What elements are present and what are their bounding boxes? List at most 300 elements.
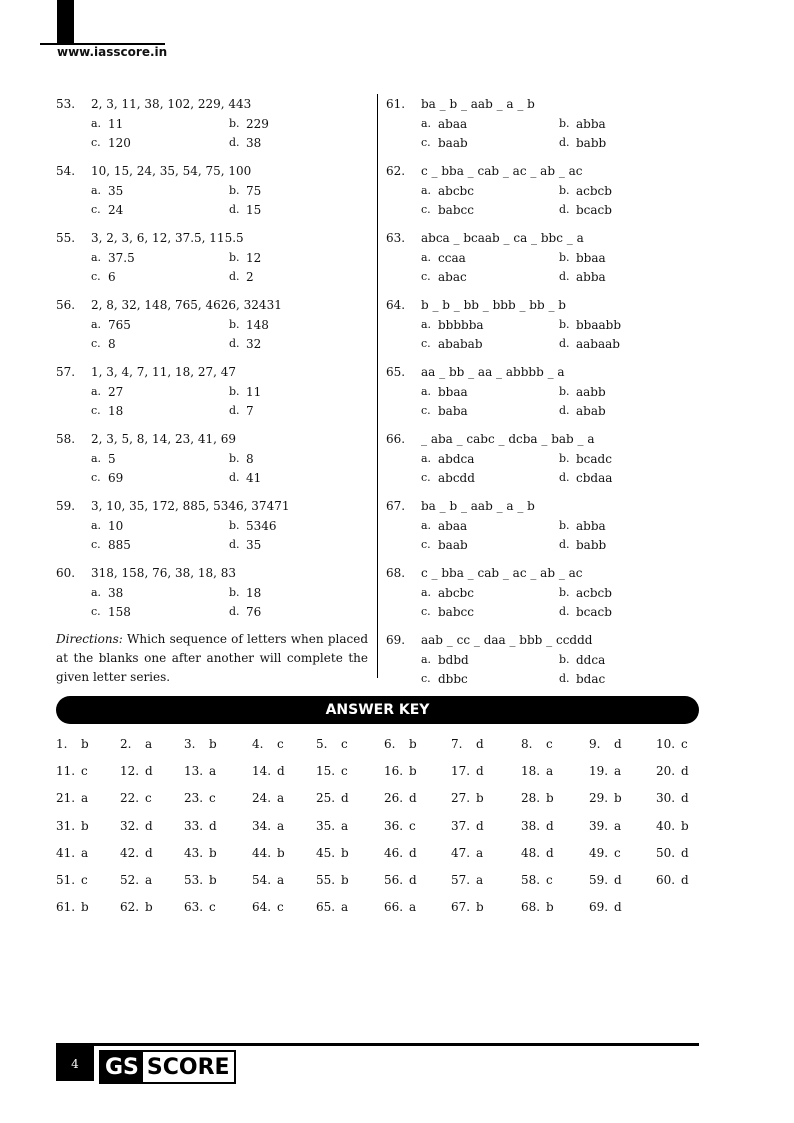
answer-key-answer: d [409, 872, 417, 887]
right-question-list [386, 94, 676, 688]
answer-key-answer: d [145, 764, 153, 779]
option-letter: d. [559, 403, 570, 417]
answer-option [421, 337, 559, 351]
answer-key-answer: d [681, 845, 689, 860]
answer-key-answer: b [81, 818, 89, 833]
option-text: aabaab [576, 336, 620, 351]
question-options [56, 315, 368, 353]
answer-key-entry [451, 900, 484, 914]
option-text: 32 [246, 336, 262, 351]
question-options [386, 248, 676, 286]
question-number: 66. [386, 432, 406, 446]
gs-score-logo [99, 1050, 236, 1084]
option-row [421, 315, 676, 334]
answer-option [91, 270, 229, 284]
answer-key-entry [184, 846, 217, 860]
answer-key-number: 4. [252, 737, 264, 751]
question-line [56, 429, 368, 449]
answer-option [229, 471, 367, 485]
question-number: 55. [56, 231, 76, 245]
option-text: 38 [108, 585, 124, 600]
option-text: 7 [246, 403, 254, 418]
answer-key-number: 47. [451, 845, 471, 860]
option-row [91, 200, 368, 219]
option-text: ddca [576, 652, 606, 667]
answer-option [91, 538, 229, 552]
option-letter: a. [421, 652, 432, 666]
question-number: 61. [386, 97, 406, 111]
answer-key-answer: d [476, 818, 484, 833]
answer-option [421, 270, 559, 284]
option-letter: d. [559, 671, 570, 685]
answer-key-number: 6. [384, 737, 396, 751]
question-number: 64. [386, 298, 406, 312]
question-text: aab _ cc _ daa _ bbb _ ccddd [421, 633, 593, 647]
option-text: bbaabb [576, 317, 622, 332]
answer-option [421, 471, 559, 485]
option-letter: b. [229, 116, 240, 130]
answer-key-entry [184, 900, 216, 914]
answer-key-entry [316, 737, 348, 751]
option-letter: c. [91, 202, 101, 216]
answer-key-number: 22. [120, 791, 140, 806]
answer-key-answer: b [546, 900, 554, 915]
answer-key-entry [589, 846, 621, 860]
option-row [421, 200, 676, 219]
answer-key-number: 68. [521, 900, 541, 915]
option-text: 11 [108, 116, 124, 131]
answer-option [559, 519, 697, 533]
answer-key-number: 54. [252, 872, 272, 887]
option-text: 69 [108, 470, 124, 485]
answer-option [421, 605, 559, 619]
answer-key-grid [56, 737, 706, 927]
option-text: baab [438, 537, 468, 552]
answer-key-answer: d [476, 764, 484, 779]
question-line [386, 630, 676, 650]
option-letter: a. [421, 451, 432, 465]
option-text: 5 [108, 451, 116, 466]
option-text: 27 [108, 384, 124, 399]
question-options [386, 181, 676, 219]
option-text: bcacb [576, 604, 612, 619]
option-row [421, 669, 676, 688]
option-text: 5346 [246, 518, 277, 533]
option-row [421, 516, 676, 535]
answer-option [91, 605, 229, 619]
header-bar [57, 0, 74, 44]
answer-option [559, 653, 697, 667]
question-line [56, 362, 368, 382]
answer-key-number: 39. [589, 818, 609, 833]
answer-option [559, 203, 697, 217]
answer-key-entry [120, 846, 153, 860]
option-text: 6 [108, 269, 116, 284]
question-line [56, 94, 368, 114]
answer-option [559, 136, 697, 150]
option-letter: d. [559, 537, 570, 551]
answer-key-number: 64. [252, 900, 272, 915]
answer-key-number: 2. [120, 737, 132, 751]
answer-key-number: 41. [56, 845, 76, 860]
option-letter: a. [421, 384, 432, 398]
answer-option [421, 672, 559, 686]
answer-key-answer: c [277, 737, 284, 751]
option-row [91, 602, 368, 621]
answer-option [421, 136, 559, 150]
option-letter: a. [91, 451, 102, 465]
answer-key-entry [521, 791, 554, 805]
question-line [386, 362, 676, 382]
option-text: bbbbba [438, 317, 484, 332]
answer-key-answer: a [341, 900, 349, 915]
answer-key-number: 31. [56, 818, 76, 833]
answer-option [559, 538, 697, 552]
question-item [386, 630, 676, 688]
answer-key-row [56, 737, 706, 764]
question-number: 62. [386, 164, 406, 178]
answer-key-number: 36. [384, 818, 404, 833]
option-row [91, 535, 368, 554]
option-row [421, 468, 676, 487]
answer-key-answer: d [681, 791, 689, 806]
answer-key-answer: d [341, 791, 349, 806]
question-line [56, 228, 368, 248]
answer-key-entry [184, 737, 217, 751]
option-letter: d. [559, 135, 570, 149]
option-row [91, 583, 368, 602]
answer-key-answer: a [614, 764, 622, 779]
answer-key-answer: c [209, 900, 216, 915]
answer-key-number: 23. [184, 791, 204, 806]
answer-key-entry [384, 900, 416, 914]
question-item [386, 161, 676, 219]
option-row [91, 382, 368, 401]
question-line [56, 496, 368, 516]
option-text: 35 [246, 537, 262, 552]
option-row [91, 181, 368, 200]
question-options [56, 114, 368, 152]
answer-key-answer: b [277, 845, 285, 860]
question-item [56, 295, 368, 353]
answer-option [229, 538, 367, 552]
answer-key-number: 69. [589, 900, 609, 915]
answer-key-number: 38. [521, 818, 541, 833]
option-text: 18 [246, 585, 262, 600]
question-text: 2, 3, 5, 8, 14, 23, 41, 69 [91, 432, 237, 446]
answer-key-answer: d [409, 845, 417, 860]
option-letter: c. [91, 403, 101, 417]
option-row [421, 248, 676, 267]
option-letter: b. [559, 652, 570, 666]
answer-key-answer: c [546, 872, 553, 887]
question-item [386, 563, 676, 621]
option-row [91, 248, 368, 267]
answer-option [229, 270, 367, 284]
answer-key-entry [184, 819, 217, 833]
question-options [56, 583, 368, 621]
answer-option [229, 337, 367, 351]
option-text: 885 [108, 537, 131, 552]
answer-key-answer: d [145, 818, 153, 833]
answer-key-answer: a [341, 818, 349, 833]
option-letter: c. [91, 336, 101, 350]
option-letter: d. [229, 269, 240, 283]
question-text: b _ b _ bb _ bbb _ bb _ b [421, 298, 566, 312]
question-text: 318, 158, 76, 38, 18, 83 [91, 566, 237, 580]
option-text: abba [576, 116, 606, 131]
answer-key-number: 43. [184, 845, 204, 860]
answer-key-answer: c [209, 791, 216, 806]
answer-key-answer: c [341, 737, 348, 751]
answer-key-number: 46. [384, 845, 404, 860]
option-text: abba [576, 269, 606, 284]
answer-key-number: 33. [184, 818, 204, 833]
answer-key-answer: b [209, 872, 217, 887]
question-line [56, 295, 368, 315]
answer-key-number: 49. [589, 845, 609, 860]
option-letter: b. [559, 384, 570, 398]
answer-key-answer: d [614, 872, 622, 887]
answer-key-answer: a [81, 845, 89, 860]
option-letter: d. [559, 604, 570, 618]
answer-key-number: 30. [656, 791, 676, 806]
question-item [56, 228, 368, 286]
answer-key-number: 62. [120, 900, 140, 915]
option-letter: b. [229, 518, 240, 532]
question-options [386, 315, 676, 353]
answer-key-entry [120, 764, 153, 778]
option-row [421, 449, 676, 468]
option-letter: a. [91, 317, 102, 331]
answer-option [421, 385, 559, 399]
answer-key-row [56, 764, 706, 791]
option-text: abaa [438, 116, 468, 131]
left-question-list [56, 94, 368, 621]
answer-option [421, 117, 559, 131]
answer-option [229, 251, 367, 265]
option-text: bbaa [576, 250, 606, 265]
answer-key-entry [56, 819, 89, 833]
option-row [91, 133, 368, 152]
option-letter: a. [421, 183, 432, 197]
question-item [386, 496, 676, 554]
answer-key-answer: d [277, 764, 285, 779]
option-text: abcbc [438, 585, 474, 600]
answer-key-entry [252, 819, 284, 833]
answer-option [229, 586, 367, 600]
question-item [56, 429, 368, 487]
option-row [91, 401, 368, 420]
option-letter: b. [229, 250, 240, 264]
option-text: 38 [246, 135, 262, 150]
answer-option [559, 318, 697, 332]
answer-option [559, 117, 697, 131]
answer-key-answer: b [341, 845, 349, 860]
option-row [421, 583, 676, 602]
question-options [386, 449, 676, 487]
answer-key-number: 13. [184, 764, 204, 779]
answer-key-answer: b [614, 791, 622, 806]
answer-key-entry [252, 791, 284, 805]
answer-key-answer: b [209, 737, 217, 751]
answer-key-answer: d [546, 845, 554, 860]
answer-option [421, 203, 559, 217]
option-row [91, 449, 368, 468]
answer-key-answer: c [145, 791, 152, 806]
question-item [386, 228, 676, 286]
option-letter: b. [229, 183, 240, 197]
answer-key-answer: b [81, 900, 89, 915]
answer-key-row [56, 873, 706, 900]
option-text: 8 [246, 451, 254, 466]
answer-key-entry [384, 819, 416, 833]
option-letter: b. [559, 518, 570, 532]
option-text: abdca [438, 451, 475, 466]
answer-key-number: 66. [384, 900, 404, 915]
option-text: abcbc [438, 183, 474, 198]
question-item [56, 161, 368, 219]
answer-option [91, 471, 229, 485]
option-letter: a. [91, 384, 102, 398]
question-number: 63. [386, 231, 406, 245]
answer-key-entry [589, 764, 621, 778]
question-line [386, 563, 676, 583]
question-text: aa _ bb _ aa _ abbbb _ a [421, 365, 565, 379]
option-text: 2 [246, 269, 254, 284]
answer-option [421, 184, 559, 198]
answer-key-number: 34. [252, 818, 272, 833]
answer-option [229, 519, 367, 533]
answer-key-answer: d [409, 791, 417, 806]
answer-key-number: 42. [120, 845, 140, 860]
answer-key-answer: a [409, 900, 417, 915]
answer-key-answer: d [681, 872, 689, 887]
answer-option [91, 519, 229, 533]
answer-option [559, 270, 697, 284]
option-text: 12 [246, 250, 262, 265]
answer-key-number: 27. [451, 791, 471, 806]
question-line [56, 161, 368, 181]
question-options [386, 382, 676, 420]
question-number: 58. [56, 432, 76, 446]
answer-key-answer: c [614, 845, 621, 860]
question-text: _ aba _ cabc _ dcba _ bab _ a [421, 432, 595, 446]
answer-key-answer: a [277, 818, 285, 833]
question-number: 56. [56, 298, 76, 312]
option-text: 76 [246, 604, 262, 619]
option-text: abaa [438, 518, 468, 533]
answer-key-number: 59. [589, 872, 609, 887]
answer-key-entry [451, 737, 484, 751]
option-letter: d. [229, 604, 240, 618]
option-text: babcc [438, 604, 474, 619]
answer-option [559, 452, 697, 466]
answer-key-entry [451, 873, 483, 887]
option-text: ccaa [438, 250, 466, 265]
answer-key-answer: d [681, 764, 689, 779]
answer-key-entry [184, 873, 217, 887]
option-letter: b. [559, 116, 570, 130]
answer-key-number: 24. [252, 791, 272, 806]
question-line [56, 563, 368, 583]
answer-key-entry [252, 873, 284, 887]
answer-key-answer: a [145, 737, 153, 751]
answer-key-number: 51. [56, 872, 76, 887]
answer-option [559, 184, 697, 198]
answer-key-entry [521, 819, 554, 833]
answer-key-answer: b [476, 900, 484, 915]
answer-key-number: 57. [451, 872, 471, 887]
answer-key-number: 67. [451, 900, 471, 915]
answer-key-row [56, 819, 706, 846]
option-text: 158 [108, 604, 131, 619]
answer-key-answer: b [476, 791, 484, 806]
answer-option [559, 586, 697, 600]
option-letter: a. [91, 116, 102, 130]
option-text: 35 [108, 183, 124, 198]
answer-key-row [56, 900, 706, 927]
option-text: 37.5 [108, 250, 135, 265]
option-row [91, 114, 368, 133]
answer-key-entry [56, 873, 88, 887]
option-letter: a. [91, 183, 102, 197]
question-number: 60. [56, 566, 76, 580]
answer-key-number: 58. [521, 872, 541, 887]
answer-key-number: 65. [316, 900, 336, 915]
question-text: 10, 15, 24, 35, 54, 75, 100 [91, 164, 252, 178]
question-options [56, 382, 368, 420]
answer-option [229, 404, 367, 418]
answer-key-number: 17. [451, 764, 471, 779]
answer-key-entry [384, 846, 417, 860]
answer-key-number: 45. [316, 845, 336, 860]
option-text: 18 [108, 403, 124, 418]
option-text: babcc [438, 202, 474, 217]
answer-key-number: 25. [316, 791, 336, 806]
answer-key-entry [316, 846, 349, 860]
option-text: ababab [438, 336, 483, 351]
answer-key-number: 37. [451, 818, 471, 833]
question-item [386, 362, 676, 420]
question-text: 3, 2, 3, 6, 12, 37.5, 115.5 [91, 231, 244, 245]
option-text: baba [438, 403, 468, 418]
option-letter: d. [229, 403, 240, 417]
option-text: dbbc [438, 671, 468, 686]
answer-option [229, 318, 367, 332]
option-letter: d. [559, 336, 570, 350]
answer-key-number: 9. [589, 737, 601, 751]
option-row [421, 650, 676, 669]
answer-option [421, 251, 559, 265]
option-letter: c. [421, 269, 431, 283]
answer-key-number: 48. [521, 845, 541, 860]
answer-key-number: 61. [56, 900, 76, 915]
page-number: 4 [56, 1046, 94, 1081]
answer-key-number: 18. [521, 764, 541, 779]
option-row [91, 468, 368, 487]
option-letter: c. [91, 470, 101, 484]
option-text: 229 [246, 116, 269, 131]
option-text: bcadc [576, 451, 612, 466]
answer-key-number: 26. [384, 791, 404, 806]
answer-key-entry [521, 846, 554, 860]
option-text: 11 [246, 384, 262, 399]
option-letter: d. [229, 202, 240, 216]
answer-key-number: 1. [56, 737, 68, 751]
answer-key-number: 14. [252, 764, 272, 779]
question-text: 2, 8, 32, 148, 765, 4626, 32431 [91, 298, 282, 312]
